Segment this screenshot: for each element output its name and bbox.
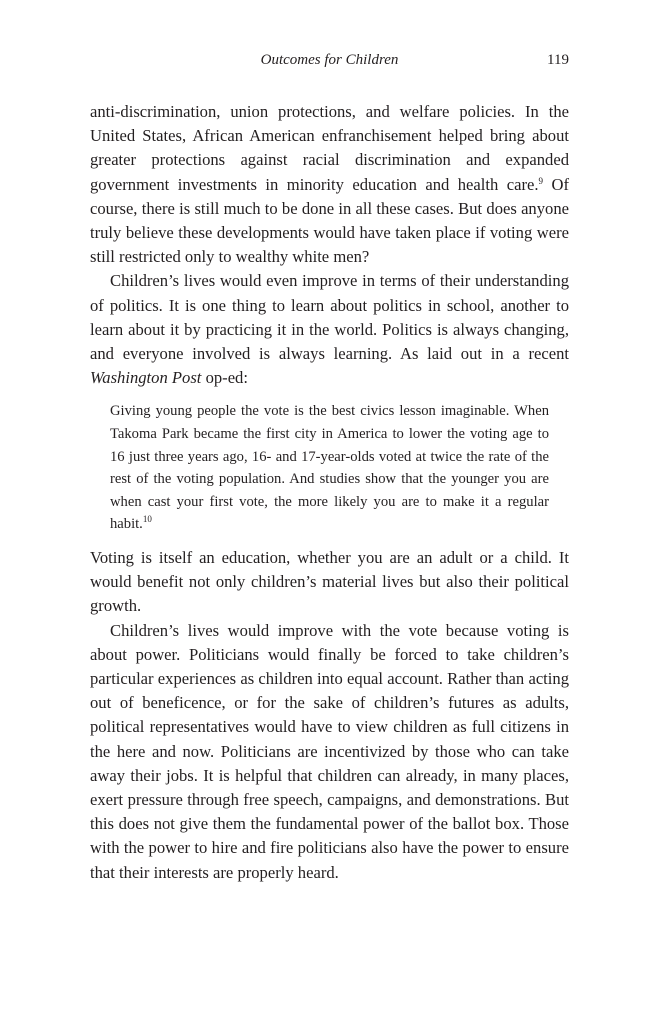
- paragraph-4: Children’s lives would improve with the vote because voting is about power. Politicians would finally be forced to take children’s particular experiences as children into equal account. Rather than acting out of beneficence, or for the sake of children’s futures as adults, political representatives would have to view children as full citizens in the here and now. Politicians are incentivized by those who can take away their jobs. It is helpful that children can already, in many places, exert pressure through free speech, campaigns, and demonstrations. But this does not give them the fundamental power of the ballot box. Those with the power to hire and fire politicians also have the power to ensure that their interests are properly heard.: [90, 620, 569, 882]
- block-quote: [110, 400, 549, 536]
- running-head: [90, 52, 569, 72]
- quote-text: Giving young people the vote is the best civics lesson imaginable. When Takoma Park became the first city in America to lower the voting age to 16 just three years ago, 16- and 17-year-olds voted at twice the rate of the rest of the voting population. And studies show that the younger you are when cast your first vote, the more likely you are to make it a regular habit.: [110, 403, 549, 533]
- paragraph-2-text-cont: op-ed:: [201, 368, 248, 388]
- running-title: Outcomes for Children: [260, 52, 399, 68]
- paragraph-2: [90, 269, 569, 390]
- page-number: 119: [547, 52, 569, 68]
- footnote-ref-10: 10: [142, 514, 152, 525]
- paragraph-2-text: Children’s lives would even improve in terms of their understanding of politics. It is one thing to learn about politics in school, another to learn about it by practicing it in the world. Politics is always changing, and everyone involved is always learning. As laid out in a recent: [90, 271, 569, 364]
- paragraph-1-text-cont: Of course, there is still much to be done in all these cases. But does anyone truly believe these developments would have taken place if voting were still restricted only to wealthy white men?: [90, 174, 569, 267]
- paragraph-3: Voting is itself an education, whether you are an adult or a child. It would benefit not only children’s material lives but also their political growth.: [90, 548, 569, 616]
- paragraph-1-text: anti-discrimination, union protections, and welfare policies. In the United States, African American enfranchisement helped bring about greater protections against racial discrimination and expanded government investments in minority education and health care.: [90, 102, 569, 194]
- publication-title: Washington Post: [90, 368, 202, 388]
- body-text: [90, 100, 569, 885]
- footnote-ref-9: 9: [538, 175, 544, 186]
- block-quote-text: [110, 400, 549, 536]
- paragraph-1: [90, 100, 569, 269]
